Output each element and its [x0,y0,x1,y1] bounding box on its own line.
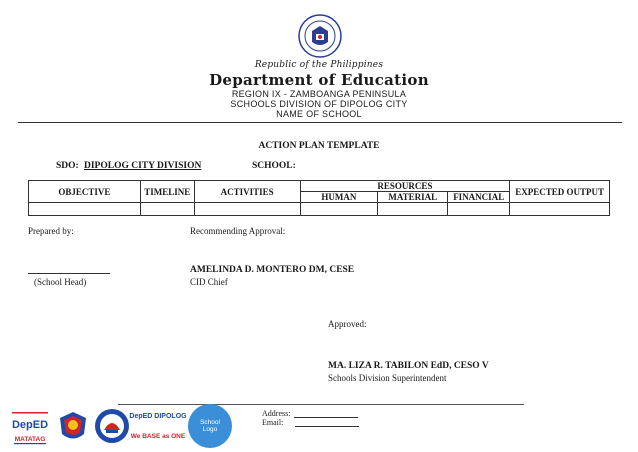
deped-logo-text: DepED [11,419,49,431]
email-field [262,418,359,427]
deped-matatag-logo-icon [10,408,50,448]
footer-divider [118,404,524,405]
dipolog-logo-text: DepED DIPOLOG [129,413,187,420]
address-label: Address: [262,409,291,418]
cell-expected-output[interactable] [510,203,610,216]
col-material: MATERIAL [378,192,448,203]
cell-material[interactable] [378,203,448,216]
col-financial: FINANCIAL [448,192,510,203]
cell-objective[interactable] [29,203,141,216]
cell-financial[interactable] [448,203,510,216]
col-human: HUMAN [300,192,378,203]
school-logo-line2: Logo [202,426,218,433]
col-expected-output: EXPECTED OUTPUT [510,181,610,203]
division-seal-icon [94,408,130,444]
table-row [29,203,610,216]
school-label: SCHOOL: [252,161,296,171]
department-heading: Department of Education [209,71,429,89]
email-label: Email: [262,418,284,427]
col-resources: RESOURCES [300,181,510,192]
cell-human[interactable] [300,203,378,216]
republic-heading: Republic of the Philippines [254,60,384,70]
region-heading: REGION IX - ZAMBOANGA PENINSULA [231,89,407,99]
we-base-text: We BASE as ONE [130,433,186,440]
approver-title: Schools Division Superintendent [328,373,447,383]
col-activities: ACTIVITIES [194,181,300,203]
cell-activities[interactable] [194,203,300,216]
recommending-name: AMELINDA D. MONTERO DM, CESE [190,265,355,275]
table-header-row [29,181,610,192]
prepared-by-label: Prepared by: [28,226,74,236]
sdo-value: DIPOLOG CITY DIVISION [84,161,202,171]
signature-line [28,273,110,274]
recommending-label: Recommending Approval: [190,226,286,236]
email-blank[interactable] [295,418,359,427]
recommending-title: CID Chief [190,277,228,287]
school-logo-line1: School [200,419,220,426]
matatag-text: MATATAG [14,436,46,443]
action-plan-table [28,180,610,216]
school-head-label: (School Head) [34,277,87,287]
cell-timeline[interactable] [140,203,194,216]
approver-name: MA. LIZA R. TABILON EdD, CESO V [328,361,489,371]
sdo-label: SDO: [56,161,79,171]
header-divider [18,122,622,123]
school-heading: NAME OF SCHOOL [276,109,362,119]
bagong-pilipinas-logo-icon [56,410,90,444]
col-timeline: TIMELINE [140,181,194,203]
document-title: ACTION PLAN TEMPLATE [258,141,380,151]
division-heading: SCHOOLS DIVISION OF DIPOLOG CITY [230,99,408,109]
approved-label: Approved: [328,319,367,329]
address-blank[interactable] [294,409,358,418]
deped-dipolog-logo-icon [129,408,187,448]
deped-seal-icon [298,14,342,58]
school-logo-placeholder [188,404,232,448]
col-objective: OBJECTIVE [29,181,141,203]
address-field [262,409,358,418]
